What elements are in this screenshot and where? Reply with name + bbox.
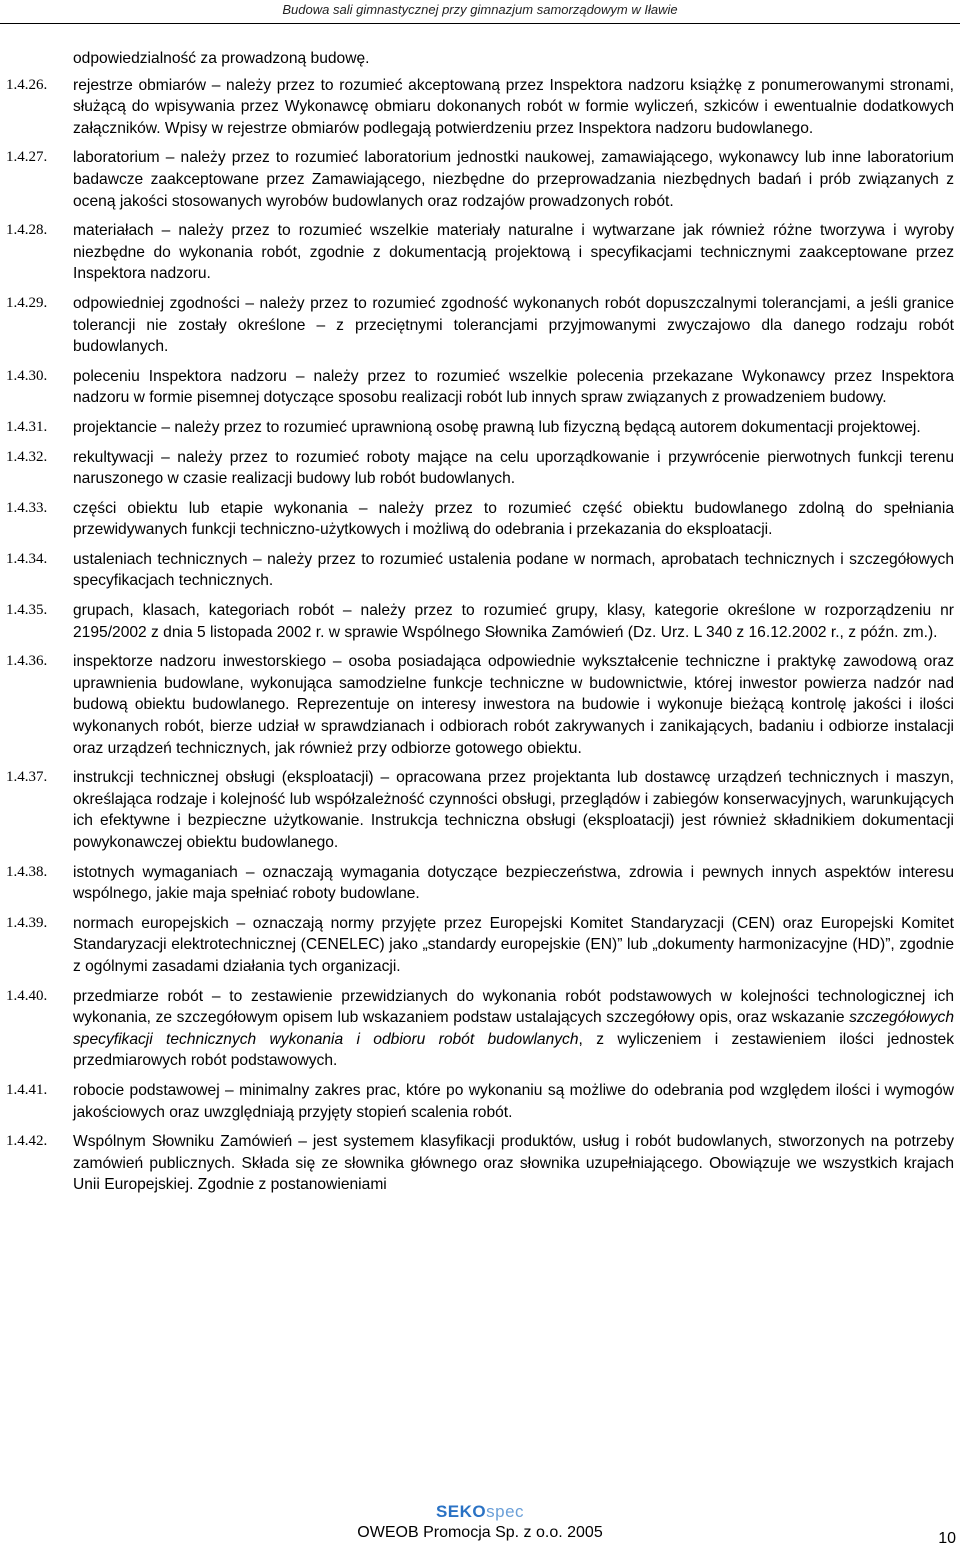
entry-number: 1.4.28.	[6, 222, 48, 239]
definition-entry	[6, 651, 954, 759]
entry-number: 1.4.37.	[6, 769, 48, 786]
document-title: Budowa sali gimnastycznej przy gimnazjum samorządowym w Iławie	[282, 2, 678, 17]
definition-entry	[6, 1080, 954, 1123]
continuation-text: odpowiedzialność za prowadzoną budowę.	[73, 50, 370, 67]
definition-entry	[6, 986, 954, 1072]
sekospec-logo	[0, 1502, 960, 1522]
entry-number: 1.4.33.	[6, 499, 48, 516]
entry-text: poleceniu Inspektora nadzoru – należy przez to rozumieć wszelkie polecenia przekazane Wykonawcy przez Inspektora nadzoru w formie pisemnej dotyczące sposobu realizacji robót lub innych spraw związanych z prowadzeniem budowy.	[73, 367, 954, 407]
page-header	[0, 2, 960, 17]
definition-entry	[6, 498, 954, 541]
logo-part1: SEKO	[435, 1502, 487, 1521]
entry-number: 1.4.29.	[6, 294, 48, 311]
entry-text: odpowiedniej zgodności – należy przez to rozumieć zgodność wykonanych robót dopuszczalnymi tolerancjami, a jeśli granice tolerancji nie zostały określone – z przeciętnymi tolerancjami przyjmowanymi zwyczajowo dla danego rodzaju robót budowlanych.	[73, 294, 954, 356]
document-body	[6, 48, 954, 1204]
company-name: OWEOB Promocja Sp. z o.o. 2005	[357, 1524, 603, 1541]
entry-text: grupach, klasach, kategoriach robót – należy przez to rozumieć grupy, klasy, kategorie określone w rozporządzeniu nr 2195/2002 z dnia 5 listopada 2002 r. w sprawie Wspólnego Słownika Zamówień (Dz. Urz. L 340 z 16.12.2002 r., z późn. zm.).	[73, 602, 954, 641]
definition-entry	[6, 293, 954, 358]
entry-number: 1.4.31.	[6, 418, 48, 435]
entry-number: 1.4.30.	[6, 367, 48, 384]
entry-text: części obiektu lub etapie wykonania – należy przez to rozumieć część obiektu budowlanego zdolną do spełniania przewidywanych funkcji techniczno-użytkowych i możliwą do odebrania i przekazania do eksploatacji.	[73, 499, 954, 539]
definition-entry	[6, 600, 954, 643]
entry-text-part: przedmiarze robót – to zestawienie przewidzianych do wykonania robót podstawowych w kolejności technologicznej ich wykonania, ze szczegółowym opisem lub wskazaniem podstaw ustalających szczegółowy opis, oraz wskazanie	[73, 987, 954, 1027]
definition-entry	[6, 549, 954, 592]
entry-number: 1.4.42.	[6, 1133, 48, 1150]
entry-number: 1.4.36.	[6, 653, 48, 670]
entry-text: materiałach – należy przez to rozumieć wszelkie materiały naturalne i wytwarzane jak również różne tworzywa i wyroby niezbędne do wykonania robót, zgodnie z dokumentacją projektową i specyfikacjami technicznymi zaakceptowane przez Inspektora nadzoru.	[73, 222, 954, 283]
entry-number: 1.4.38.	[6, 863, 48, 880]
entry-text: robocie podstawowej – minimalny zakres prac, które po wykonaniu są możliwe do odebrania pod względem ilości i wymogów jakościowych oraz uwzględniają przyjęty stopień scalenia robót.	[73, 1081, 954, 1121]
definition-entry	[6, 1131, 954, 1196]
entry-number: 1.4.41.	[6, 1081, 48, 1098]
definition-entry	[6, 366, 954, 409]
entry-text: istotnych wymaganiach – oznaczają wymagania dotyczące bezpieczeństwa, zdrowia i pewnych innych aspektów interesu wspólnego, jakie maja spełniać roboty budowlane.	[73, 863, 954, 903]
entry-text	[73, 986, 954, 1072]
entry-text: laboratorium – należy przez to rozumieć laboratorium jednostki naukowej, zamawiającego, wykonawcy lub inne laboratorium badawcze zaakceptowane przez Zamawiającego, niezbędne do przeprowadzania niezbędnych badań i prób związanych z oceną jakości stosowanych wyrobów budowlanych oraz rodzajów prowadzonych robót.	[73, 149, 954, 210]
entry-text: Wspólnym Słowniku Zamówień – jest systemem klasyfikacji produktów, usług i robót budowlanych, stworzonych na potrzeby zamówień publicznych. Składa się ze słownika głównego oraz słownika uzupełniającego. Obowiązuje we wszystkich krajach Unii Europejskiej. Zgodnie z postanowieniami	[73, 1133, 954, 1194]
entry-text: ustaleniach technicznych – należy przez to rozumieć ustalenia podane w normach, aprobatach technicznych i szczegółowych specyfikacjach technicznych.	[73, 550, 954, 590]
definition-entry	[6, 417, 954, 439]
entry-text: inspektorze nadzoru inwestorskiego – osoba posiadająca odpowiednie wykształcenie techniczne i praktykę zawodową oraz uprawnienia budowlane, wykonująca samodzielne funkcje techniczne w budownictwie, której inwestor powierza nadzór nad budową obiektu budowlanego. Reprezentuje on interesy inwestora na budowie i wykonuje bieżącą kontrolę jakości i ilości wykonanych robót, bierze udział w sprawdzianach i odbiorach robót zakrywanych i zanikających, badaniu i odbiorze instalacji oraz urządzeń technicznych, jak również przy odbiorze gotowego obiektu.	[73, 653, 954, 757]
entry-text: instrukcji technicznej obsługi (eksploatacji) – opracowana przez projektanta lub dostawcę urządzeń technicznych i maszyn, określająca rodzaje i kolejność lub współzależność czynności obsługi, przeglądów i zabiegów konserwacyjnych, warunkujących ich efektywne i bezpieczne użytkowanie. Instrukcja techniczna obsługi (eksploatacji) jest również składnikiem dokumentacji powykonawczej obiektu budowlanego.	[73, 769, 954, 851]
definition-entry	[6, 767, 954, 853]
entry-number: 1.4.35.	[6, 602, 48, 619]
definition-entry	[6, 220, 954, 285]
header-rule	[0, 23, 960, 24]
logo-part2: spec	[486, 1502, 525, 1521]
entry-number: 1.4.26.	[6, 76, 48, 93]
definition-entry	[6, 447, 954, 490]
entry-number: 1.4.32.	[6, 448, 48, 465]
definition-entry	[6, 147, 954, 212]
entry-text: normach europejskich – oznaczają normy przyjęte przez Europejski Komitet Standaryzacji (CEN) oraz Europejski Komitet Standaryzacji elektrotechnicznej (CENELEC) jako „standardy europejskie (EN)” lub „dokumenty harmonizacyjne (HD)”, zgodnie z ogólnymi zasadami działania tych organizacji.	[73, 914, 954, 975]
entry-text: rekultywacji – należy przez to rozumieć roboty mające na celu uporządkowanie i przywrócenie pierwotnych funkcji terenu naruszonego w czasie realizacji budowy lub robót budowlanych.	[73, 448, 954, 488]
entry-number: 1.4.27.	[6, 149, 48, 166]
entry-number: 1.4.34.	[6, 550, 48, 567]
entry-text-italic: szczegółowych specyfikacji technicznych wykonania i odbioru robót budowlanych	[73, 1009, 954, 1048]
entry-number: 1.4.39.	[6, 914, 48, 931]
entry-number: 1.4.40.	[6, 987, 48, 1004]
entry-text: rejestrze obmiarów – należy przez to rozumieć akceptowaną przez Inspektora nadzoru książkę z ponumerowanymi stronami, służącą do wpisywania przez Wykonawcę obmiaru dokonanych robót w formie wyliczeń, szkiców i ewentualnie dodatkowych załączników. Wpisy w rejestrze obmiarów podlegają potwierdzeniu przez Inspektora nadzoru budowlanego.	[73, 76, 954, 137]
entry-text-part: , z wyliczeniem i zestawieniem ilości jednostek przedmiarowych robót podstawowych.	[73, 1030, 954, 1070]
page-number: 10	[938, 1530, 956, 1547]
definition-entry	[6, 862, 954, 905]
definition-entry	[6, 913, 954, 978]
page-footer	[0, 1502, 960, 1550]
entry-text: projektancie – należy przez to rozumieć uprawnioną osobę prawną lub fizyczną będącą autorem dokumentacji projektowej.	[73, 418, 921, 436]
definition-entry	[6, 75, 954, 140]
